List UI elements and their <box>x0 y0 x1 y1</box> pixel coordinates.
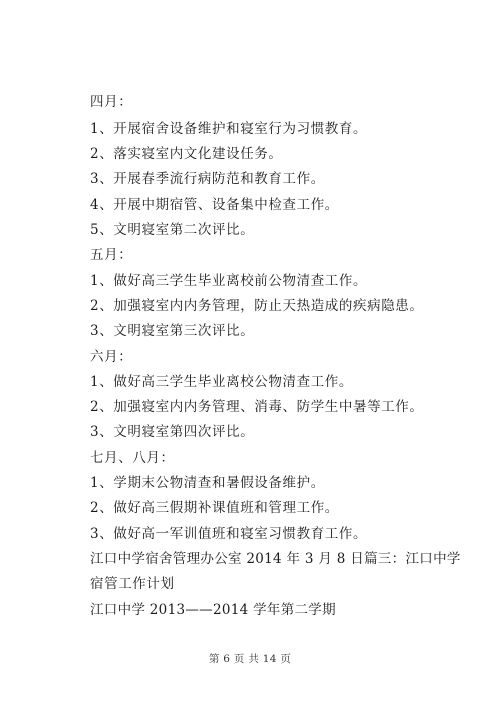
list-item: 2、落实寝室内文化建设任务。 <box>90 146 283 162</box>
list-item: 5、文明寝室第二次评比。 <box>90 222 255 238</box>
list-item: 4、开展中期宿管、设备集中检查工作。 <box>90 197 339 213</box>
list-item: 3、开展春季流行病防范和教育工作。 <box>90 171 325 187</box>
semester-line: 江口中学 2013——2014 学年第二学期 <box>90 602 336 618</box>
list-item: 2、加强寝室内内务管理，防止天热造成的疾病隐患。 <box>90 298 424 314</box>
list-item: 1、学期末公物清查和暑假设备维护。 <box>90 475 325 491</box>
document-subtitle: 宿管工作计划 <box>90 576 175 592</box>
month-heading-april: 四月： <box>90 94 133 110</box>
list-item: 2、做好高三假期补课值班和管理工作。 <box>90 500 339 516</box>
signature-line: 江口中学宿舍管理办公室 2014 年 3 月 8 日篇三：江口中学 <box>90 551 461 567</box>
month-heading-june: 六月： <box>90 349 133 365</box>
month-heading-may: 五月： <box>90 247 133 263</box>
list-item: 3、做好高一军训值班和寝室习惯教育工作。 <box>90 526 368 542</box>
list-item: 1、开展宿舍设备维护和寝室行为习惯教育。 <box>90 121 368 137</box>
list-item: 1、做好高三学生毕业离校前公物清查工作。 <box>90 273 368 289</box>
list-item: 3、文明寝室第四次评比。 <box>90 424 255 440</box>
list-item: 3、文明寝室第三次评比。 <box>90 323 255 339</box>
page-footer: 第 6 页 共 14 页 <box>208 653 292 665</box>
month-heading-july-august: 七月、八月： <box>90 450 175 466</box>
list-item: 2、加强寝室内内务管理、消毒、防学生中暑等工作。 <box>90 399 424 415</box>
list-item: 1、做好高三学生毕业离校公物清查工作。 <box>90 374 353 390</box>
